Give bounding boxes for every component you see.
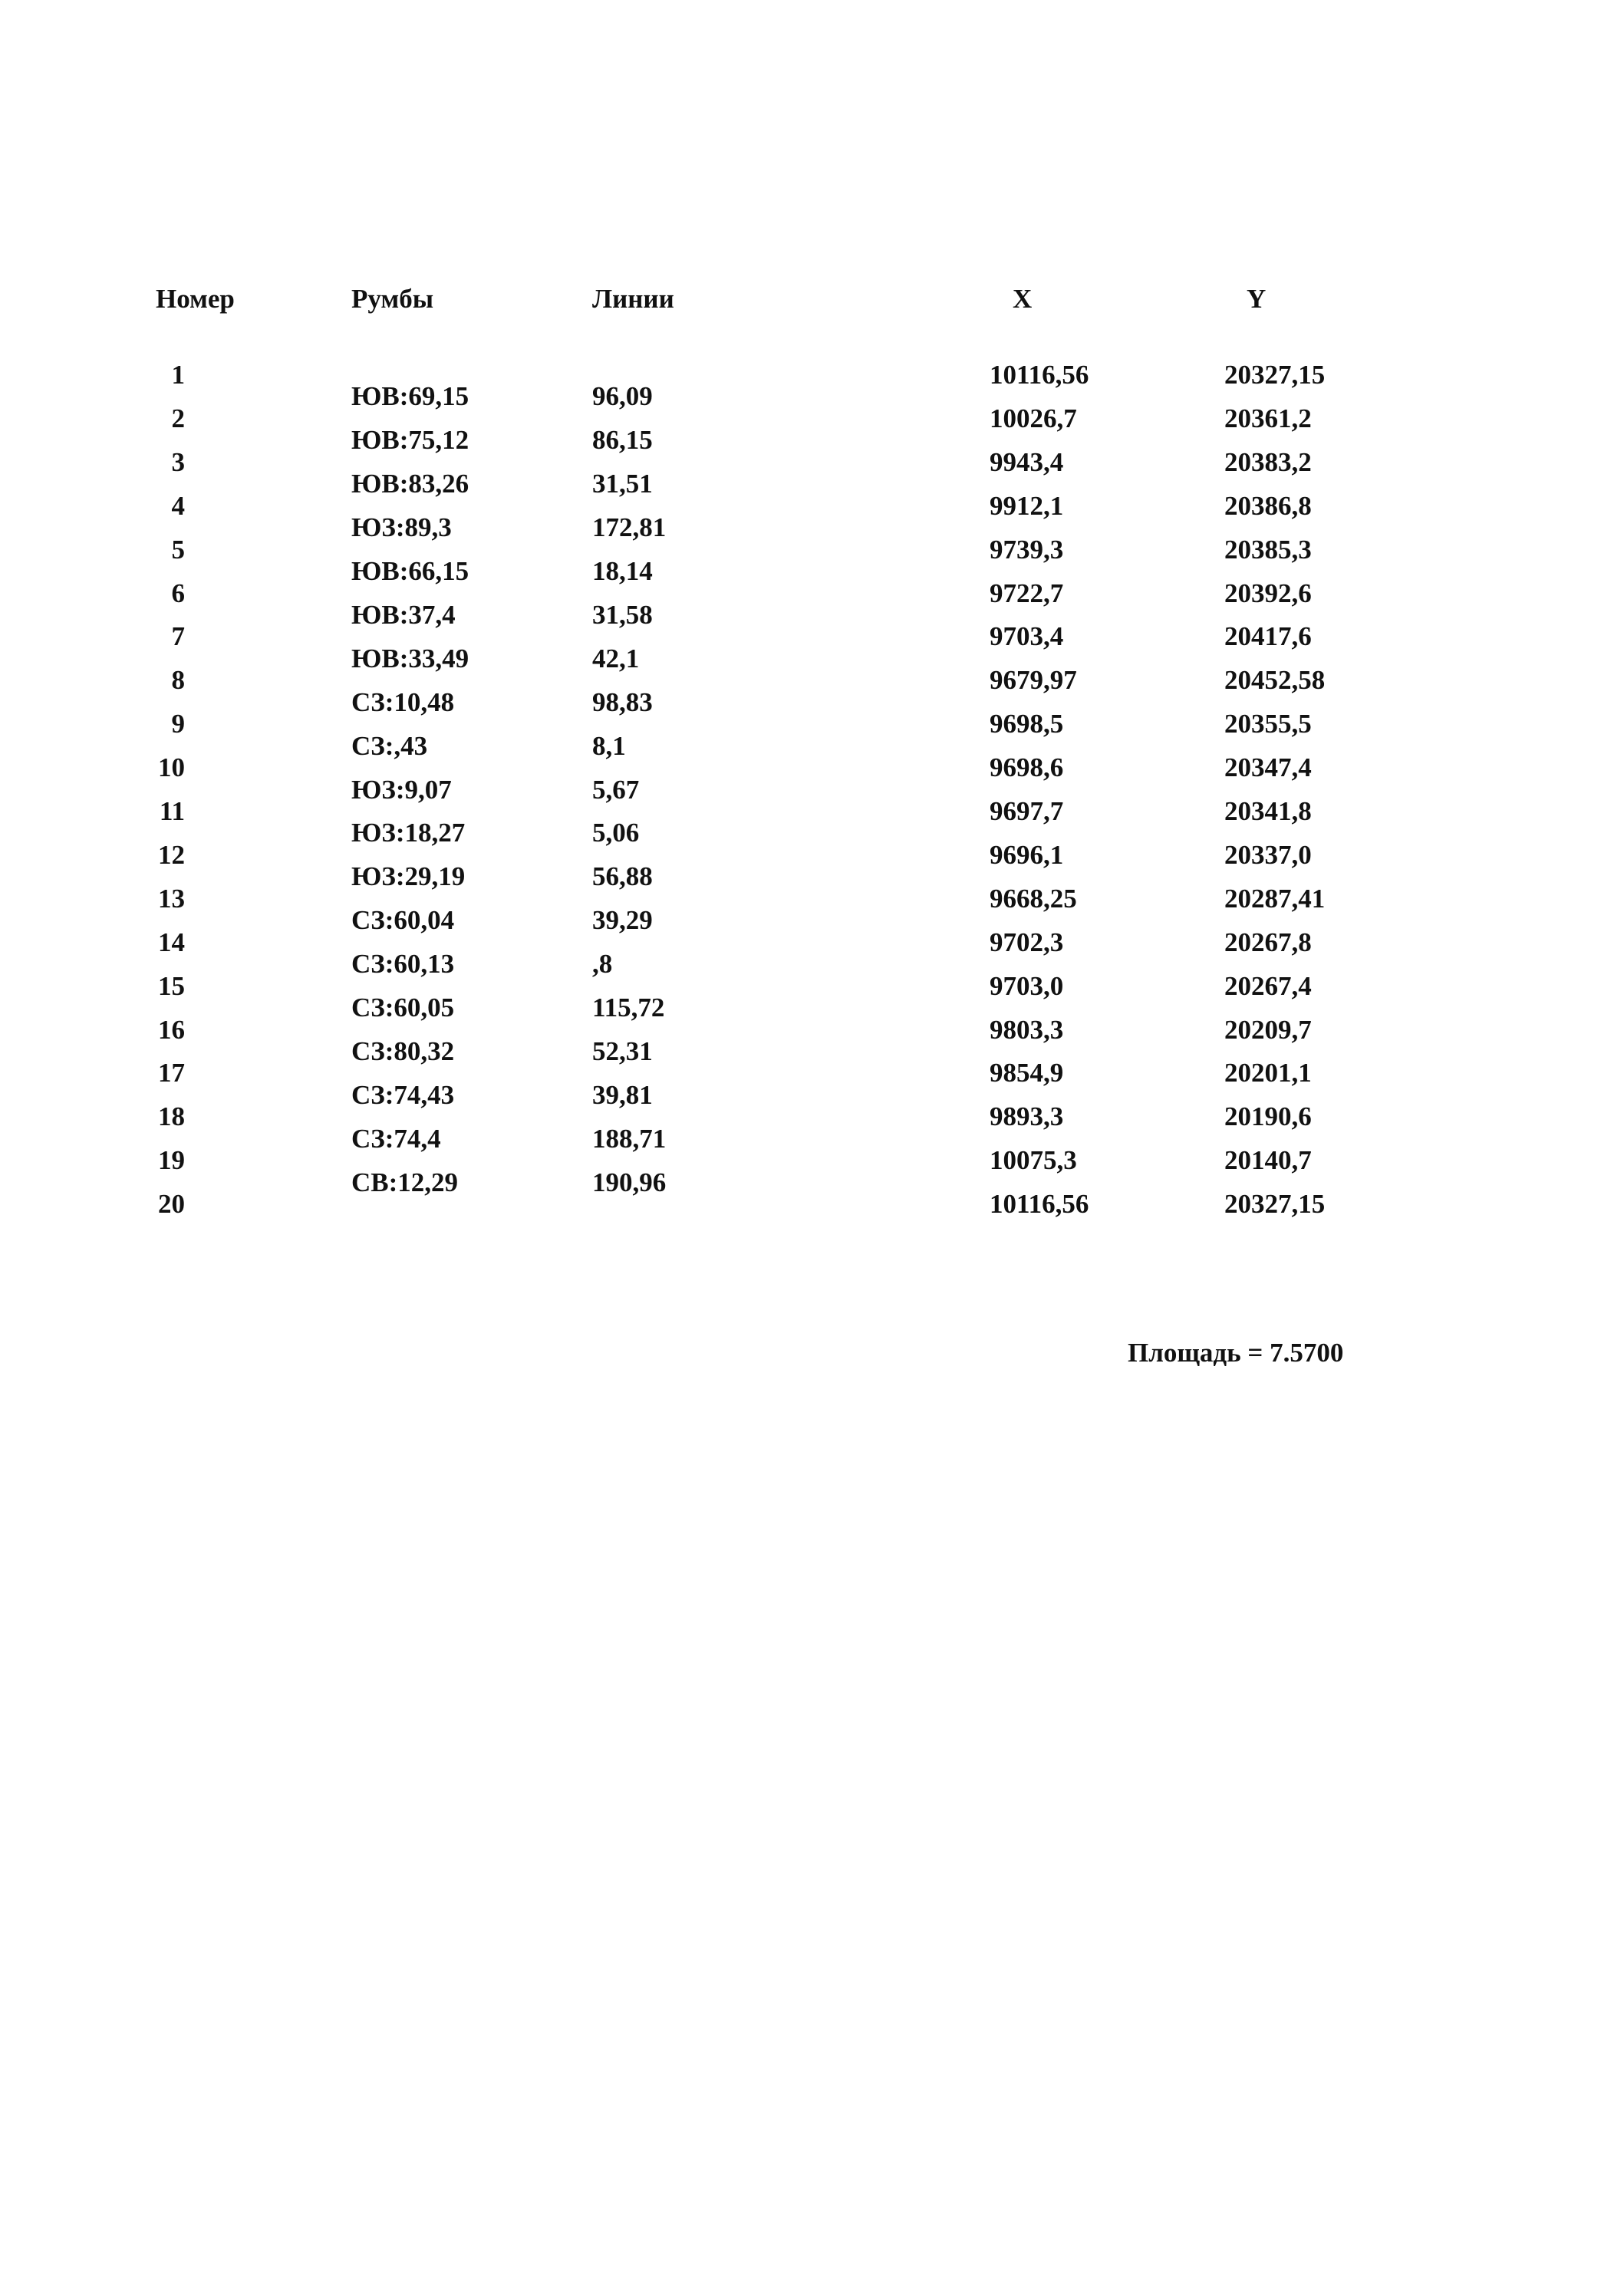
segment-rumb: СЗ:60,13 [351,949,455,980]
point-y: 20201,1 [1224,1058,1312,1088]
area-total: Площадь = 7.5700 [1128,1338,1344,1368]
segment-line: 5,06 [592,818,640,848]
segment-line: 18,14 [592,556,653,587]
point-number: 1 [171,360,185,390]
segment-line: 98,83 [592,687,653,717]
point-x: 9696,1 [990,839,1064,870]
segment-line: ,8 [592,949,613,980]
point-y: 20327,15 [1224,360,1326,390]
point-number: 7 [171,621,185,652]
point-x: 10116,56 [990,360,1089,390]
point-x: 9893,3 [990,1101,1064,1132]
segment-line: 5,67 [592,774,640,805]
segment-line: 190,96 [592,1167,667,1197]
point-x: 9697,7 [990,796,1064,826]
point-y: 20337,0 [1224,839,1312,870]
segment-line: 188,71 [592,1123,667,1154]
point-number: 16 [158,1014,185,1045]
point-x: 9702,3 [990,927,1064,957]
segment-line: 56,88 [592,861,653,892]
segment-rumb: ЮЗ:18,27 [351,818,466,848]
segment-line: 31,51 [592,469,653,499]
point-y: 20385,3 [1224,534,1312,565]
segment-rumb: ЮВ:37,4 [351,599,456,630]
point-number: 11 [159,796,185,826]
point-x: 10116,56 [990,1189,1089,1220]
segment-rumb: СЗ:60,05 [351,993,455,1023]
header-y: Y [1247,284,1267,314]
point-number: 3 [171,446,185,477]
point-number: 4 [171,490,185,521]
point-x: 9679,97 [990,665,1077,696]
point-number: 12 [158,839,185,870]
point-number: 20 [158,1189,185,1220]
point-x: 9703,4 [990,621,1064,652]
point-number: 19 [158,1145,185,1176]
point-number: 8 [171,665,185,696]
point-number: 14 [158,927,185,957]
segment-line: 42,1 [592,643,640,673]
segment-rumb: СЗ:10,48 [351,687,455,717]
header-number: Номер [156,284,235,314]
point-y: 20347,4 [1224,752,1312,783]
segment-line: 52,31 [592,1036,653,1066]
point-x: 9943,4 [990,446,1064,477]
point-y: 20267,8 [1224,927,1312,957]
segment-rumb: СЗ:60,04 [351,905,455,936]
segment-rumb: СВ:12,29 [351,1167,459,1197]
segment-rumb: ЮВ:69,15 [351,381,469,412]
point-y: 20287,41 [1224,883,1326,914]
point-number: 9 [171,709,185,739]
point-y: 20190,6 [1224,1101,1312,1132]
point-x: 10026,7 [990,403,1077,433]
point-y: 20452,58 [1224,665,1326,696]
segment-rumb: ЮЗ:9,07 [351,774,452,805]
point-y: 20386,8 [1224,490,1312,521]
point-y: 20209,7 [1224,1014,1312,1045]
segment-rumb: СЗ:74,4 [351,1123,441,1154]
point-x: 9698,5 [990,709,1064,739]
point-y: 20140,7 [1224,1145,1312,1176]
segment-rumb: СЗ:,43 [351,730,428,761]
point-y: 20341,8 [1224,796,1312,826]
segment-rumb: СЗ:80,32 [351,1036,455,1066]
point-x: 10075,3 [990,1145,1077,1176]
point-number: 15 [158,970,185,1001]
segment-rumb: ЮЗ:89,3 [351,512,452,543]
segment-rumb: ЮВ:66,15 [351,556,469,587]
segment-line: 39,29 [592,905,653,936]
point-x: 9698,6 [990,752,1064,783]
point-y: 20267,4 [1224,970,1312,1001]
segment-rumb: ЮВ:75,12 [351,425,469,456]
point-number: 18 [158,1101,185,1132]
point-number: 5 [171,534,185,565]
point-x: 9703,0 [990,970,1064,1001]
point-x: 9722,7 [990,578,1064,608]
segment-line: 86,15 [592,425,653,456]
point-number: 17 [158,1058,185,1088]
point-number: 10 [158,752,185,783]
point-x: 9912,1 [990,490,1064,521]
point-x: 9668,25 [990,883,1077,914]
segment-line: 115,72 [592,993,665,1023]
segment-rumb: СЗ:74,43 [351,1079,455,1110]
segment-line: 39,81 [592,1079,653,1110]
point-number: 2 [171,403,185,433]
segment-rumb: ЮЗ:29,19 [351,861,466,892]
point-x: 9803,3 [990,1014,1064,1045]
header-line: Линии [592,284,674,314]
point-y: 20327,15 [1224,1189,1326,1220]
segment-line: 172,81 [592,512,667,543]
point-number: 13 [158,883,185,914]
point-x: 9854,9 [990,1058,1064,1088]
point-y: 20392,6 [1224,578,1312,608]
segment-rumb: ЮВ:83,26 [351,469,469,499]
segment-line: 8,1 [592,730,626,761]
segment-rumb: ЮВ:33,49 [351,643,469,673]
header-x: X [1013,284,1033,314]
point-number: 6 [171,578,185,608]
header-rumb: Румбы [351,284,434,314]
point-y: 20383,2 [1224,446,1312,477]
segment-line: 31,58 [592,599,653,630]
point-y: 20417,6 [1224,621,1312,652]
point-x: 9739,3 [990,534,1064,565]
point-y: 20355,5 [1224,709,1312,739]
point-y: 20361,2 [1224,403,1312,433]
segment-line: 96,09 [592,381,653,412]
